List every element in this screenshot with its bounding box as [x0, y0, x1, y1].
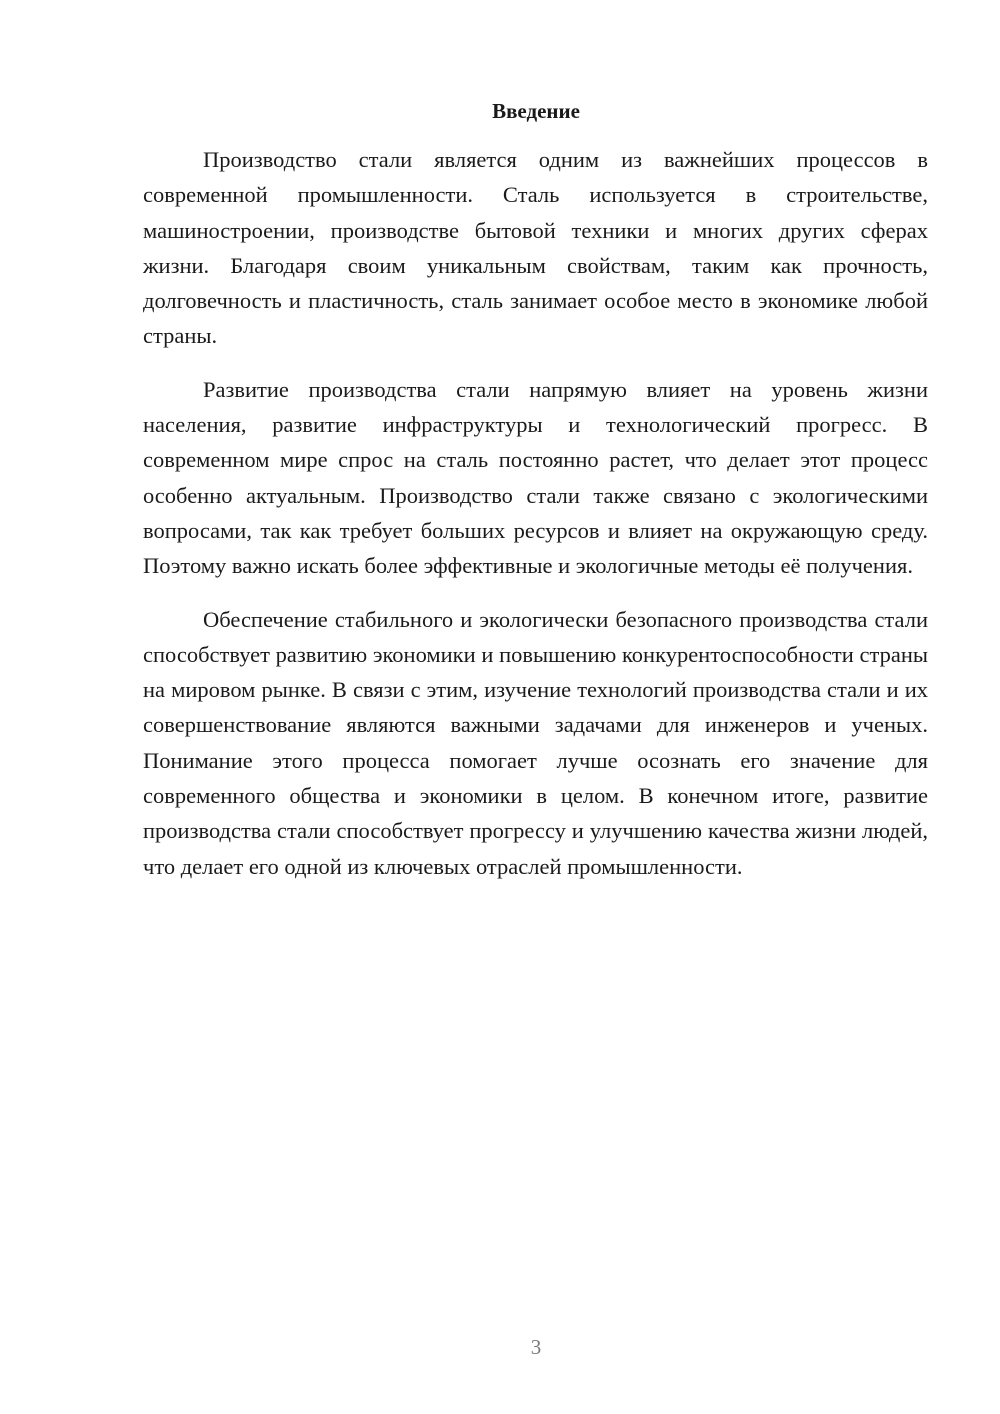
body-text — [143, 142, 928, 902]
section-heading: Введение — [492, 99, 580, 123]
paragraph-2: Развитие производства стали напрямую влияет на уровень жизни населения, развитие инфраструктуры и технологический прогресс. В современном мире спрос на сталь постоянно растет, что делает этот процесс особенно актуальным. Производство стали также связано с экологическими вопросами, так как требует больших ресурсов и влияет на окружающую среду. Поэтому важно искать более эффективные и экологичные методы её получения. — [143, 376, 928, 579]
paragraph-1: Производство стали является одним из важнейших процессов в современной промышленности. Сталь используется в строительстве, машиностроении, производстве бытовой техники и многих других сферах жизни. Благодаря своим уникальным свойствам, таким как прочность, долговечность и пластичность, сталь занимает особое место в экономике любой страны. — [143, 147, 928, 349]
page-number: 3 — [530, 1335, 542, 1359]
paragraph-3: Обеспечение стабильного и экологически безопасного производства стали способствует развитию экономики и повышению конкурентоспособности страны на мировом рынке. В связи с этим, изучение технологий производства стали и их совершенствование являются важными задачами для инженеров и ученых. Понимание этого процесса помогает лучше осознать его значение для современного общества и экономики в целом. В конечном итоге, развитие производства стали способствует прогрессу и улучшению качества жизни людей, что делает его одной из ключевых отраслей промышленности. — [143, 606, 928, 879]
